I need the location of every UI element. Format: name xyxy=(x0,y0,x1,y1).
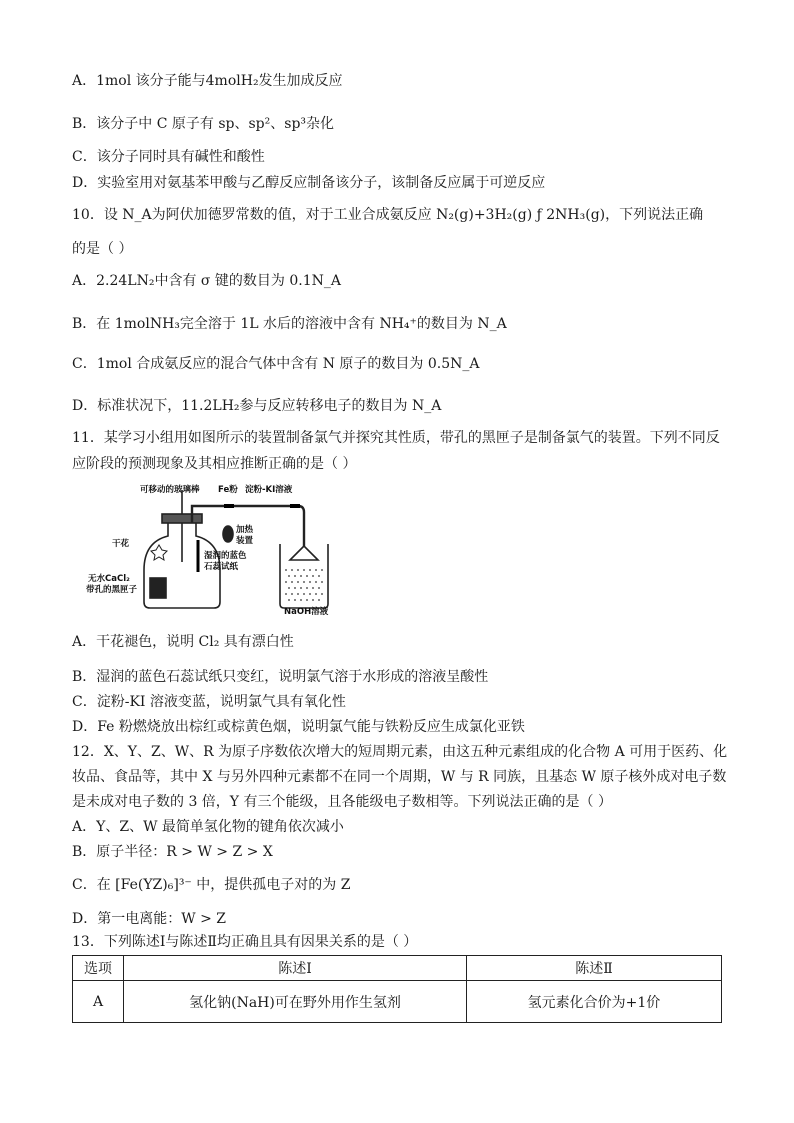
label-starch-ki: 淀粉-KI溶液 xyxy=(245,485,293,495)
apparatus-diagram xyxy=(86,480,330,617)
label-naoh: NaOH溶液 xyxy=(284,607,329,617)
table-row xyxy=(73,981,722,1023)
q11-option-a: A．干花褪色，说明 Cl₂ 具有漂白性 xyxy=(72,634,294,650)
q12-option-a: A．Y、Z、W 最简单氢化物的键角依次减小 xyxy=(72,819,344,835)
q12-option-b: B．原子半径：R > W > Z > X xyxy=(72,844,273,860)
label-black-box: 带孔的黑匣子 xyxy=(86,585,138,595)
q13-stem: 13．下列陈述Ⅰ与陈述Ⅱ均正确且具有因果关系的是（ ） xyxy=(72,934,418,950)
q12-stem-line3: 是未成对电子数的 3 倍，Y 有三个能级，且各能级电子数相等。下列说法正确的是（ ） xyxy=(72,794,612,810)
header-statement-1: 陈述Ⅰ xyxy=(124,956,467,981)
cell-option: A xyxy=(73,981,124,1023)
q12-stem-line1: 12．X、Y、Z、W、R 为原子序数依次增大的短周期元素，由这五种元素组成的化合物 A 可用于医药、化 xyxy=(72,744,728,760)
q9-option-c: C．该分子同时具有碱性和酸性 xyxy=(72,149,265,165)
label-cacl2: 无水CaCl₂ xyxy=(88,574,130,584)
q13-table xyxy=(72,955,722,1023)
q9-option-d: D．实验室用对氨基苯甲酸与乙醇反应制备该分子，该制备反应属于可逆反应 xyxy=(72,175,546,191)
label-device: 装置 xyxy=(236,536,254,546)
q10-option-c: C．1mol 合成氨反应的混合气体中含有 N 原子的数目为 0.5N_A xyxy=(72,356,480,372)
label-litmus-2: 石蕊试纸 xyxy=(204,562,239,572)
apparatus-figure xyxy=(86,480,330,617)
q10-stem-line1: 10．设 N_A为阿伏加德罗常数的值，对于工业合成氨反应 N₂(g)+3H₂(g) ƒ 2NH₃(g)，下列说法正确 xyxy=(72,207,704,223)
label-glass-rod: 可移动的玻璃棒 xyxy=(140,485,200,495)
q9-option-b: B．该分子中 C 原子有 sp、sp²、sp³杂化 xyxy=(72,116,335,132)
q10-stem-line2: 的是（ ） xyxy=(72,241,133,257)
q11-option-b: B．湿润的蓝色石蕊试纸只变红，说明氯气溶于水形成的溶液呈酸性 xyxy=(72,669,489,685)
cell-statement-2: 氢元素化合价为+1价 xyxy=(467,981,722,1023)
label-dry-flower: 干花 xyxy=(112,539,130,549)
label-heating: 加热 xyxy=(236,525,254,535)
label-litmus-1: 湿润的蓝色 xyxy=(204,551,247,561)
table-header-row xyxy=(73,956,722,981)
q12-stem-line2: 妆品、食品等，其中 X 与另外四种元素都不在同一个周期，W 与 R 同族，且基态 W 原子核外成对电子数 xyxy=(72,769,727,785)
q10-option-d: D．标准状况下，11.2LH₂参与反应转移电子的数目为 N_A xyxy=(72,398,442,414)
header-statement-2: 陈述Ⅱ xyxy=(467,956,722,981)
cell-statement-1: 氢化钠(NaH)可在野外用作生氢剂 xyxy=(124,981,467,1023)
q12-option-c: C．在 [Fe(YZ)₆]³⁻ 中，提供孤电子对的为 Z xyxy=(72,877,351,893)
q11-option-d: D．Fe 粉燃烧放出棕红或棕黄色烟，说明氯气能与铁粉反应生成氯化亚铁 xyxy=(72,719,525,735)
q10-option-b: B．在 1molNH₃完全溶于 1L 水后的溶液中含有 NH₄⁺的数目为 N_A xyxy=(72,316,507,332)
q11-stem-line2: 应阶段的预测现象及其相应推断正确的是（ ） xyxy=(72,456,357,472)
q11-stem-line1: 11．某学习小组用如图所示的装置制备氯气并探究其性质，带孔的黑匣子是制备氯气的装置。下列不同反 xyxy=(72,430,720,446)
header-option: 选项 xyxy=(73,956,124,981)
label-fe-powder: Fe粉 xyxy=(218,485,238,495)
q11-option-c: C．淀粉-KI 溶液变蓝，说明氯气具有氧化性 xyxy=(72,694,346,710)
q10-option-a: A．2.24LN₂中含有 σ 键的数目为 0.1N_A xyxy=(72,273,341,289)
q9-option-a: A．1mol 该分子能与4molH₂发生加成反应 xyxy=(72,73,343,89)
q12-option-d: D．第一电离能：W > Z xyxy=(72,911,226,927)
